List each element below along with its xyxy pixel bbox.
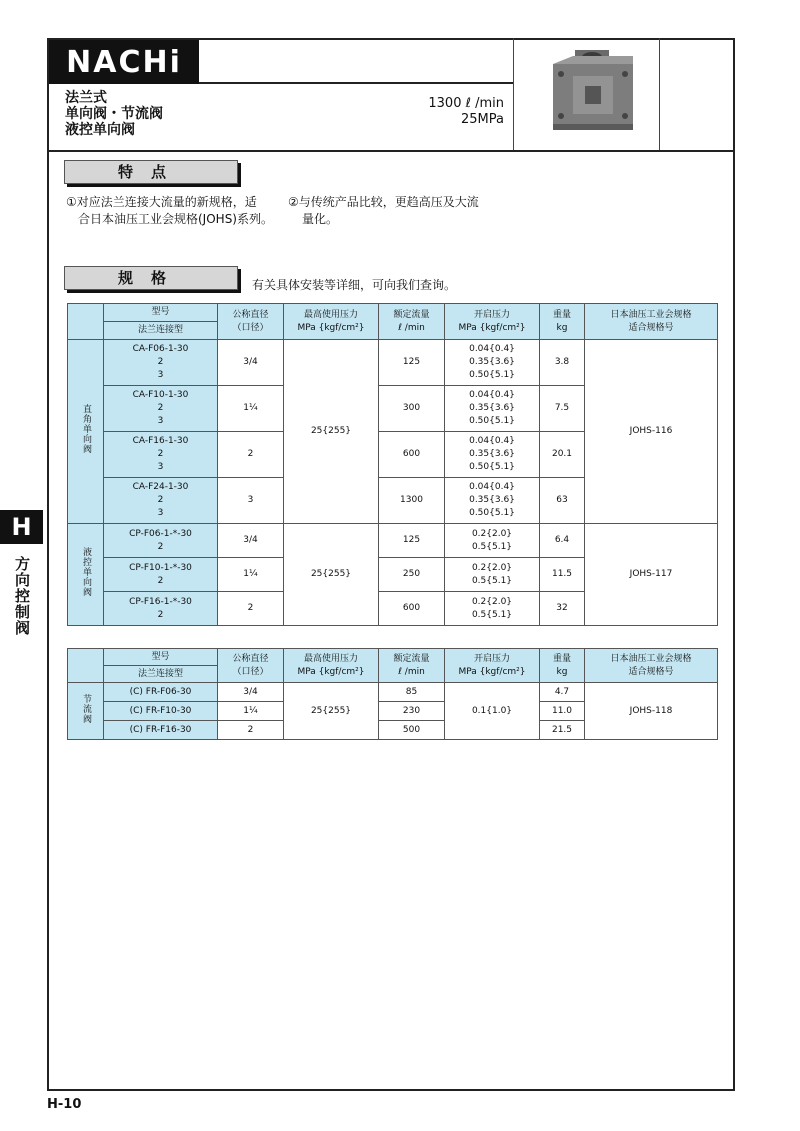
spec-table-check-valves [67, 303, 718, 626]
header-divider [47, 150, 735, 152]
table-cell-flow: 125 [379, 340, 445, 386]
header-rated-flow: 额定流量 ℓ /min [379, 649, 445, 683]
table-cell-model: CP-F06-1-*-30 2 [104, 524, 218, 558]
table-cell-pressure-a: 25{255} [284, 340, 379, 524]
feature-1-line-1: ①对应法兰连接大流量的新规格，适 [66, 195, 257, 209]
feature-1-line-2: 合日本油压工业会规格(JOHS)系列。 [78, 212, 273, 226]
table-cell-weight: 4.7 [540, 683, 585, 702]
table-cell-johs-a: JOHS-116 [585, 340, 718, 524]
table-cell-crack: 0.2{2.0} 0.5{5.1} [445, 524, 540, 558]
table-cell-model: (C) FR-F16-30 [104, 721, 218, 740]
corner-cell [68, 304, 104, 340]
table-cell-johs-b: JOHS-117 [585, 524, 718, 626]
feature-item-2 [288, 194, 479, 228]
table-cell-model: CA-F10-1-30 2 3 [104, 386, 218, 432]
table-cell-weight: 7.5 [540, 386, 585, 432]
table-cell-flow: 85 [379, 683, 445, 702]
table-cell-size: 3/4 [218, 340, 284, 386]
table-cell-weight: 3.8 [540, 340, 585, 386]
table-cell-crack: 0.04{0.4} 0.35{3.6} 0.50{5.1} [445, 478, 540, 524]
group-label-throttle [68, 683, 104, 740]
header-rated-flow: 额定流量 ℓ /min [379, 304, 445, 340]
table-cell-weight: 63 [540, 478, 585, 524]
table-cell-pressure: 25{255} [284, 683, 379, 740]
header-divider-v1 [513, 38, 514, 150]
feature-item-1 [66, 194, 273, 228]
table-cell-crack: 0.1{1.0} [445, 683, 540, 740]
header-nominal: 公称直径 （口径） [218, 649, 284, 683]
feature-2-line-2: 量化。 [302, 212, 339, 226]
table-cell-crack: 0.2{2.0} 0.5{5.1} [445, 558, 540, 592]
group-a-text: 直角单向阀 [81, 404, 91, 454]
table-cell-model: (C) FR-F06-30 [104, 683, 218, 702]
header-max-pressure: 最高使用压力 MPa {kgf/cm²} [284, 304, 379, 340]
header-max-pressure: 最高使用压力 MPa {kgf/cm²} [284, 649, 379, 683]
table-cell-size: 1¼ [218, 702, 284, 721]
features-heading: 特点 [64, 160, 238, 184]
table-cell-crack: 0.04{0.4} 0.35{3.6} 0.50{5.1} [445, 340, 540, 386]
header-johs: 日本油压工业会规格 适合规格号 [585, 304, 718, 340]
table-cell-model: CA-F06-1-30 2 3 [104, 340, 218, 386]
table-cell-model: CP-F16-1-*-30 2 [104, 592, 218, 626]
feature-2-line-1: ②与传统产品比较，更趋高压及大流 [288, 195, 479, 209]
corner-cell [68, 649, 104, 683]
table-cell-pressure-b: 25{255} [284, 524, 379, 626]
valve-product-image [545, 48, 641, 134]
specs-note: 有关具体安装等详细，可向我们查询。 [252, 278, 457, 292]
table-cell-size: 3 [218, 478, 284, 524]
table-cell-flow: 600 [379, 592, 445, 626]
header-cracking: 开启压力 MPa {kgf/cm²} [445, 649, 540, 683]
table-cell-flow: 1300 [379, 478, 445, 524]
table-cell-weight: 20.1 [540, 432, 585, 478]
table-cell-johs: JOHS-118 [585, 683, 718, 740]
header-weight: 重量 kg [540, 649, 585, 683]
table-cell-crack: 0.2{2.0} 0.5{5.1} [445, 592, 540, 626]
section-tab-label: 方向控制阀 [13, 556, 31, 636]
table-cell-flow: 300 [379, 386, 445, 432]
header-flange: 法兰连接型 [104, 322, 218, 340]
table-cell-crack: 0.04{0.4} 0.35{3.6} 0.50{5.1} [445, 386, 540, 432]
header-pressure: 25MPa [461, 112, 504, 127]
header-weight: 重量 kg [540, 304, 585, 340]
specs-heading: 规格 [64, 266, 238, 290]
logo-underline [199, 82, 513, 84]
header-specs [428, 96, 504, 128]
table-cell-weight: 11.5 [540, 558, 585, 592]
brand-logo: NACHi [49, 40, 199, 84]
table-cell-size: 2 [218, 592, 284, 626]
table-cell-weight: 32 [540, 592, 585, 626]
table-cell-size: 1¼ [218, 386, 284, 432]
table-cell-weight: 6.4 [540, 524, 585, 558]
table-cell-flow: 250 [379, 558, 445, 592]
table-cell-size: 1¼ [218, 558, 284, 592]
table-cell-model: (C) FR-F10-30 [104, 702, 218, 721]
header-johs: 日本油压工业会规格 适合规格号 [585, 649, 718, 683]
title-line-1: 法兰式 [65, 90, 107, 106]
table-cell-flow: 230 [379, 702, 445, 721]
group-throttle-text: 节流阀 [81, 693, 91, 724]
title-line-2: 单向阀・节流阀 [65, 106, 163, 122]
table-cell-flow: 125 [379, 524, 445, 558]
table-cell-model: CP-F10-1-*-30 2 [104, 558, 218, 592]
header-flow: 1300 ℓ /min [428, 96, 504, 111]
table-cell-model: CA-F16-1-30 2 3 [104, 432, 218, 478]
spec-table-throttle-valves [67, 648, 718, 740]
header-nominal: 公称直径 （口径） [218, 304, 284, 340]
product-title [65, 90, 163, 138]
table-cell-size: 3/4 [218, 683, 284, 702]
header-model: 型号 [104, 649, 218, 666]
table-cell-size: 2 [218, 432, 284, 478]
header-model: 型号 [104, 304, 218, 322]
table-cell-flow: 600 [379, 432, 445, 478]
page-number: H-10 [47, 1097, 82, 1112]
group-label-b [68, 524, 104, 626]
table-cell-crack: 0.04{0.4} 0.35{3.6} 0.50{5.1} [445, 432, 540, 478]
group-label-a [68, 340, 104, 524]
table-cell-flow: 500 [379, 721, 445, 740]
header-cracking: 开启压力 MPa {kgf/cm²} [445, 304, 540, 340]
table-cell-size: 3/4 [218, 524, 284, 558]
table-cell-weight: 11.0 [540, 702, 585, 721]
table-cell-size: 2 [218, 721, 284, 740]
section-tab-letter[interactable]: H [0, 510, 43, 544]
table-cell-model: CA-F24-1-30 2 3 [104, 478, 218, 524]
header-flange: 法兰连接型 [104, 666, 218, 683]
header-divider-v2 [659, 38, 660, 150]
title-line-3: 液控单向阀 [65, 122, 135, 138]
group-b-text: 液控单向阀 [81, 547, 91, 597]
table-cell-weight: 21.5 [540, 721, 585, 740]
